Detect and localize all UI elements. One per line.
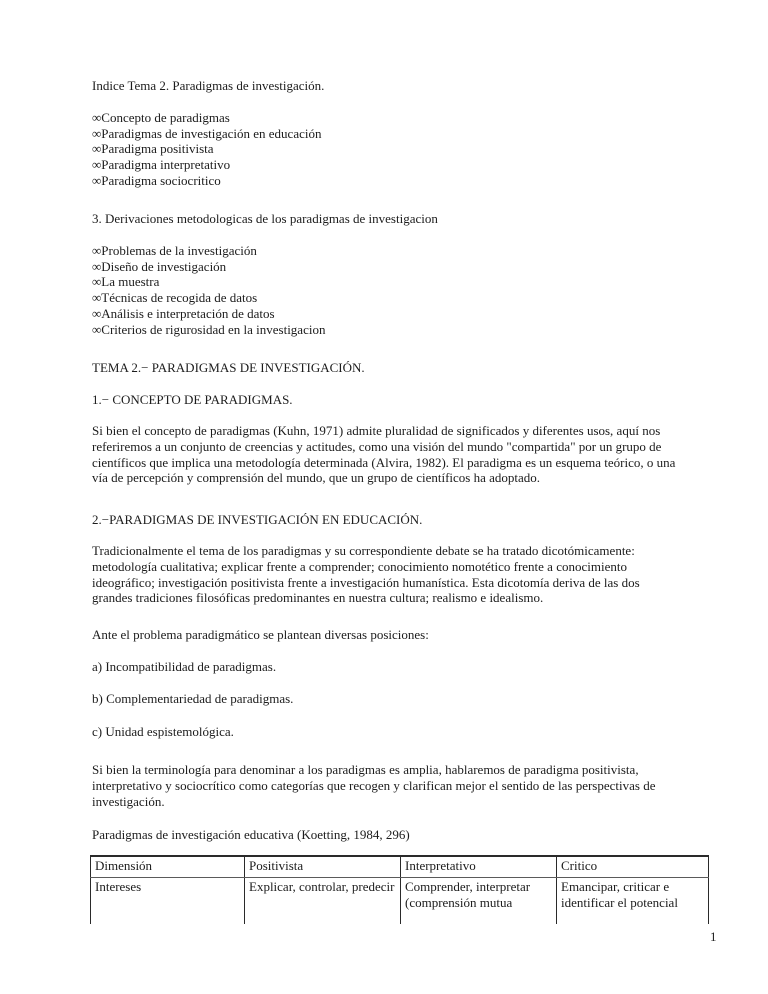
index-item: ∞Paradigma interpretativo — [92, 157, 231, 173]
table-cell-interpretativo: Comprender, interpretar (comprensión mutua — [401, 878, 557, 925]
concepto-heading: 1.− CONCEPTO DE PARADIGMAS. — [92, 392, 293, 407]
index-item: ∞Paradigma sociocritico — [92, 172, 221, 188]
table-header-critico: Critico — [557, 856, 709, 878]
paragraph-concepto: Si bien el concepto de paradigmas (Kuhn, 1971) admite pluralidad de significados y diferentes usos, aquí nos referiremos a un conjunto de creencias y actitudes, como una visión del mundo "compartida" por un grupo de científicos que implica una metodología determinada (Alvira, 1982). El paradigma es un esquema teórico, o una vía de percepción y comprensión del mundo, que un grupo de científicos ha adoptado. — [92, 423, 676, 486]
section3-item: ∞Técnicas de recogida de datos — [92, 290, 258, 306]
index-title: Indice Tema 2. Paradigmas de investigación. — [92, 78, 325, 93]
table-header-interpretativo: Interpretativo — [401, 856, 557, 878]
table-header-positivista: Positivista — [245, 856, 401, 878]
paradigms-table-clipped-region — [90, 855, 710, 924]
table-header-row — [91, 856, 709, 878]
table-cell-critico: Emancipar, criticar e identificar el potencial — [557, 878, 709, 925]
table-cell-dimension: Intereses — [91, 878, 245, 925]
index-item: ∞Paradigma positivista — [92, 141, 214, 157]
table-header-dimension: Dimensión — [91, 856, 245, 878]
paragraph-terminologia: Si bien la terminología para denominar a los paradigmas es amplia, hablaremos de paradigma positivista, interpretativo y sociocrítico como categorías que recogen y clarifican mejor el sentido de las perspectivas de investigación. — [92, 762, 656, 809]
section3-title: 3. Derivaciones metodologicas de los paradigmas de investigacion — [92, 211, 438, 226]
section3-item: ∞Problemas de la investigación — [92, 243, 257, 258]
table-row — [91, 878, 709, 925]
table-cell-positivista: Explicar, controlar, predecir — [245, 878, 401, 925]
section3-list — [92, 243, 682, 337]
table-caption: Paradigmas de investigación educativa (Koetting, 1984, 296) — [92, 827, 410, 842]
index-list — [92, 110, 682, 189]
tema2-heading: TEMA 2.− PARADIGMAS DE INVESTIGACIÓN. — [92, 360, 365, 375]
section3-item: ∞Análisis e interpretación de datos — [92, 305, 275, 321]
position-a: a) Incompatibilidad de paradigmas. — [92, 659, 277, 674]
index-item: ∞Paradigmas de investigación en educación — [92, 125, 322, 141]
posiciones-intro: Ante el problema paradigmático se plantean diversas posiciones: — [92, 627, 429, 642]
paragraph-tradicional: Tradicionalmente el tema de los paradigmas y su correspondiente debate se ha tratado dicotómicamente: metodología cualitativa; explicar frente a comprender; conocimiento nomotético frente a conocimiento ideográfico; investigación positivista frente a investigación humanística. Esta dicotomía deriva de las dos grandes tradiciones filosóficas predominantes en nuestra cultura; realismo e idealismo. — [92, 543, 640, 606]
section3-item: ∞La muestra — [92, 274, 160, 290]
position-c: c) Unidad espistemológica. — [92, 724, 234, 739]
page-number: 1 — [710, 929, 717, 944]
index-item: ∞Concepto de paradigmas — [92, 110, 230, 125]
paradigms-table — [90, 855, 709, 924]
section3-item: ∞Criterios de rigurosidad en la investigacion — [92, 321, 326, 337]
position-b: b) Complementariedad de paradigmas. — [92, 691, 294, 706]
section3-item: ∞Diseño de investigación — [92, 258, 227, 274]
educacion-heading: 2.−PARADIGMAS DE INVESTIGACIÓN EN EDUCACIÓN. — [92, 512, 423, 527]
